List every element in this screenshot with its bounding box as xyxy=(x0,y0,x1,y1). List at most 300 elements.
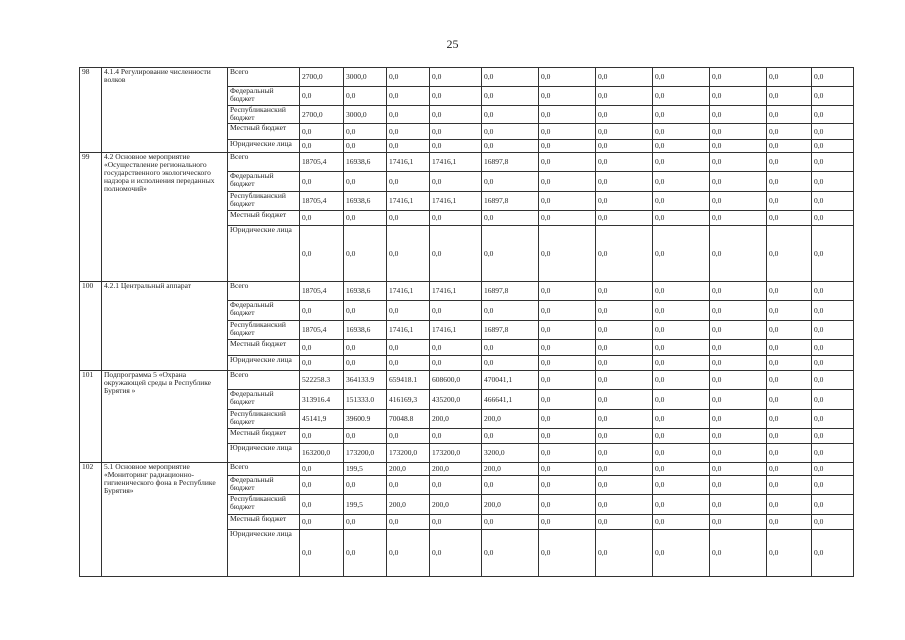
amount-cell: 163200,0 xyxy=(300,444,344,463)
amount-cell: 17416,1 xyxy=(387,282,430,301)
amount-cell: 0,0 xyxy=(539,211,596,226)
amount-cell: 0,0 xyxy=(344,301,387,321)
amount-cell: 0,0 xyxy=(596,495,653,515)
amount-cell: 0,0 xyxy=(710,444,767,463)
amount-cell: 16938,6 xyxy=(344,321,387,340)
amount-cell: 17416,1 xyxy=(430,321,482,340)
amount-cell: 0,0 xyxy=(767,495,812,515)
amount-cell: 0,0 xyxy=(596,140,653,153)
amount-cell: 0,0 xyxy=(539,463,596,476)
amount-cell: 0,0 xyxy=(344,226,387,282)
amount-cell: 0,0 xyxy=(596,463,653,476)
amount-cell: 0,0 xyxy=(539,226,596,282)
amount-cell: 0,0 xyxy=(767,68,812,87)
funding-source: Всего xyxy=(228,463,300,476)
funding-source: Юридические лица xyxy=(228,226,300,282)
amount-cell: 18705,4 xyxy=(300,282,344,301)
amount-cell: 0,0 xyxy=(653,340,710,356)
amount-cell: 0,0 xyxy=(344,340,387,356)
funding-source: Местный бюджет xyxy=(228,211,300,226)
amount-cell: 0,0 xyxy=(430,68,482,87)
amount-cell: 17416,1 xyxy=(430,282,482,301)
amount-cell: 0,0 xyxy=(710,301,767,321)
amount-cell: 200,0 xyxy=(482,495,539,515)
amount-cell: 17416,1 xyxy=(387,153,430,172)
amount-cell: 0,0 xyxy=(710,495,767,515)
amount-cell: 0,0 xyxy=(539,371,596,390)
amount-cell: 0,0 xyxy=(539,340,596,356)
amount-cell: 0,0 xyxy=(430,476,482,495)
amount-cell: 0,0 xyxy=(344,530,387,577)
amount-cell: 0,0 xyxy=(812,340,854,356)
amount-cell: 0,0 xyxy=(300,340,344,356)
amount-cell: 16897,8 xyxy=(482,153,539,172)
amount-cell: 0,0 xyxy=(387,301,430,321)
amount-cell: 0,0 xyxy=(596,226,653,282)
amount-cell: 17416,1 xyxy=(387,321,430,340)
page-number: 25 xyxy=(446,37,459,51)
amount-cell: 0,0 xyxy=(767,476,812,495)
amount-cell: 0,0 xyxy=(300,124,344,140)
amount-cell: 0,0 xyxy=(430,211,482,226)
amount-cell: 0,0 xyxy=(344,515,387,530)
amount-cell: 0,0 xyxy=(539,321,596,340)
amount-cell: 0,0 xyxy=(710,463,767,476)
funding-source: Всего xyxy=(228,371,300,390)
amount-cell: 0,0 xyxy=(539,429,596,444)
amount-cell: 0,0 xyxy=(539,390,596,410)
amount-cell: 0,0 xyxy=(300,356,344,371)
amount-cell: 313916.4 xyxy=(300,390,344,410)
amount-cell: 0,0 xyxy=(344,124,387,140)
amount-cell: 0,0 xyxy=(539,301,596,321)
amount-cell: 16897,8 xyxy=(482,192,539,211)
amount-cell: 173200,0 xyxy=(430,444,482,463)
amount-cell: 0,0 xyxy=(539,140,596,153)
amount-cell: 0,0 xyxy=(812,444,854,463)
amount-cell: 0,0 xyxy=(710,476,767,495)
amount-cell: 0,0 xyxy=(710,124,767,140)
amount-cell: 200,0 xyxy=(387,495,430,515)
amount-cell: 0,0 xyxy=(710,68,767,87)
amount-cell: 0,0 xyxy=(430,301,482,321)
amount-cell: 0,0 xyxy=(767,340,812,356)
amount-cell: 0,0 xyxy=(482,68,539,87)
amount-cell: 608600,0 xyxy=(430,371,482,390)
amount-cell: 0,0 xyxy=(482,226,539,282)
table-row xyxy=(80,68,854,87)
amount-cell: 0,0 xyxy=(767,301,812,321)
funding-source: Федеральный бюджет xyxy=(228,476,300,495)
amount-cell: 0,0 xyxy=(767,410,812,429)
amount-cell: 0,0 xyxy=(430,106,482,124)
amount-cell: 0,0 xyxy=(430,530,482,577)
amount-cell: 0,0 xyxy=(710,340,767,356)
funding-source: Республиканский бюджет xyxy=(228,106,300,124)
amount-cell: 0,0 xyxy=(767,429,812,444)
funding-source: Всего xyxy=(228,282,300,301)
amount-cell: 0,0 xyxy=(710,106,767,124)
amount-cell: 0,0 xyxy=(344,356,387,371)
amount-cell: 0,0 xyxy=(300,211,344,226)
amount-cell: 0,0 xyxy=(710,390,767,410)
funding-source: Местный бюджет xyxy=(228,515,300,530)
table-row xyxy=(80,371,854,390)
amount-cell: 0,0 xyxy=(344,87,387,106)
amount-cell: 364133.9 xyxy=(344,371,387,390)
amount-cell: 0,0 xyxy=(653,282,710,301)
amount-cell: 0,0 xyxy=(539,192,596,211)
amount-cell: 17416,1 xyxy=(430,192,482,211)
amount-cell: 0,0 xyxy=(710,192,767,211)
amount-cell: 0,0 xyxy=(653,301,710,321)
amount-cell: 0,0 xyxy=(596,321,653,340)
amount-cell: 0,0 xyxy=(767,106,812,124)
amount-cell: 0,0 xyxy=(653,140,710,153)
amount-cell: 0,0 xyxy=(812,153,854,172)
amount-cell: 0,0 xyxy=(539,476,596,495)
row-number: 98 xyxy=(80,68,102,153)
amount-cell: 435200,0 xyxy=(430,390,482,410)
amount-cell: 0,0 xyxy=(482,172,539,192)
amount-cell: 0,0 xyxy=(596,153,653,172)
amount-cell: 0,0 xyxy=(767,226,812,282)
amount-cell: 0,0 xyxy=(430,140,482,153)
amount-cell: 0,0 xyxy=(653,321,710,340)
amount-cell: 0,0 xyxy=(767,192,812,211)
amount-cell: 0,0 xyxy=(710,356,767,371)
amount-cell: 0,0 xyxy=(596,530,653,577)
amount-cell: 18705,4 xyxy=(300,321,344,340)
amount-cell: 0,0 xyxy=(767,153,812,172)
amount-cell: 0,0 xyxy=(387,226,430,282)
amount-cell: 0,0 xyxy=(812,429,854,444)
amount-cell: 0,0 xyxy=(653,476,710,495)
amount-cell: 0,0 xyxy=(430,226,482,282)
amount-cell: 0,0 xyxy=(482,140,539,153)
amount-cell: 0,0 xyxy=(767,444,812,463)
amount-cell: 173200,0 xyxy=(387,444,430,463)
amount-cell: 0,0 xyxy=(300,429,344,444)
amount-cell: 0,0 xyxy=(812,463,854,476)
amount-cell: 0,0 xyxy=(812,371,854,390)
amount-cell: 0,0 xyxy=(300,301,344,321)
amount-cell: 0,0 xyxy=(596,192,653,211)
amount-cell: 0,0 xyxy=(539,530,596,577)
amount-cell: 0,0 xyxy=(767,371,812,390)
amount-cell: 16938,6 xyxy=(344,282,387,301)
amount-cell: 0,0 xyxy=(653,124,710,140)
amount-cell: 0,0 xyxy=(539,68,596,87)
amount-cell: 0,0 xyxy=(482,429,539,444)
amount-cell: 0,0 xyxy=(596,390,653,410)
amount-cell: 0,0 xyxy=(482,124,539,140)
amount-cell: 0,0 xyxy=(653,106,710,124)
amount-cell: 2700,0 xyxy=(300,68,344,87)
amount-cell: 0,0 xyxy=(812,301,854,321)
table-row xyxy=(80,282,854,301)
amount-cell: 0,0 xyxy=(596,282,653,301)
amount-cell: 0,0 xyxy=(767,87,812,106)
amount-cell: 16897,8 xyxy=(482,282,539,301)
row-number: 101 xyxy=(80,371,102,463)
amount-cell: 0,0 xyxy=(430,515,482,530)
amount-cell: 3000,0 xyxy=(344,68,387,87)
amount-cell: 0,0 xyxy=(812,140,854,153)
amount-cell: 3000,0 xyxy=(344,106,387,124)
amount-cell: 466641,1 xyxy=(482,390,539,410)
amount-cell: 0,0 xyxy=(767,140,812,153)
amount-cell: 0,0 xyxy=(430,172,482,192)
amount-cell: 0,0 xyxy=(710,321,767,340)
amount-cell: 0,0 xyxy=(482,476,539,495)
amount-cell: 0,0 xyxy=(812,192,854,211)
amount-cell: 0,0 xyxy=(653,530,710,577)
funding-source: Федеральный бюджет xyxy=(228,390,300,410)
amount-cell: 0,0 xyxy=(344,476,387,495)
amount-cell: 199,5 xyxy=(344,463,387,476)
amount-cell: 0,0 xyxy=(596,356,653,371)
amount-cell: 0,0 xyxy=(596,172,653,192)
amount-cell: 0,0 xyxy=(596,301,653,321)
row-number: 99 xyxy=(80,153,102,282)
funding-source: Юридические лица xyxy=(228,530,300,577)
amount-cell: 0,0 xyxy=(539,87,596,106)
amount-cell: 522258.3 xyxy=(300,371,344,390)
amount-cell: 0,0 xyxy=(387,476,430,495)
funding-source: Юридические лица xyxy=(228,444,300,463)
amount-cell: 0,0 xyxy=(653,371,710,390)
amount-cell: 16938,6 xyxy=(344,153,387,172)
funding-source: Республиканский бюджет xyxy=(228,321,300,340)
amount-cell: 0,0 xyxy=(710,226,767,282)
amount-cell: 0,0 xyxy=(430,429,482,444)
amount-cell: 200,0 xyxy=(387,463,430,476)
amount-cell: 200,0 xyxy=(430,463,482,476)
row-number: 100 xyxy=(80,282,102,371)
amount-cell: 0,0 xyxy=(387,68,430,87)
amount-cell: 0,0 xyxy=(767,172,812,192)
amount-cell: 200,0 xyxy=(482,410,539,429)
amount-cell: 0,0 xyxy=(812,321,854,340)
amount-cell: 0,0 xyxy=(767,124,812,140)
amount-cell: 0,0 xyxy=(596,87,653,106)
amount-cell: 0,0 xyxy=(767,211,812,226)
amount-cell: 0,0 xyxy=(596,340,653,356)
activity-name: 4.1.4 Регулирование численности волков xyxy=(102,68,228,153)
amount-cell: 151333.0 xyxy=(344,390,387,410)
funding-source: Республиканский бюджет xyxy=(228,192,300,211)
amount-cell: 0,0 xyxy=(539,410,596,429)
amount-cell: 0,0 xyxy=(653,87,710,106)
amount-cell: 0,0 xyxy=(812,124,854,140)
amount-cell: 0,0 xyxy=(539,444,596,463)
amount-cell: 0,0 xyxy=(344,211,387,226)
amount-cell: 0,0 xyxy=(387,106,430,124)
amount-cell: 0,0 xyxy=(812,476,854,495)
activity-name: Подпрограмма 5 «Охрана окружающей среды в Республике Бурятия » xyxy=(102,371,228,463)
amount-cell: 470041,1 xyxy=(482,371,539,390)
amount-cell: 0,0 xyxy=(767,321,812,340)
activity-name: 4.2.1 Центральный аппарат xyxy=(102,282,228,371)
amount-cell: 0,0 xyxy=(596,124,653,140)
amount-cell: 16897,8 xyxy=(482,321,539,340)
amount-cell: 0,0 xyxy=(596,106,653,124)
amount-cell: 199,5 xyxy=(344,495,387,515)
funding-source: Республиканский бюджет xyxy=(228,410,300,429)
amount-cell: 0,0 xyxy=(300,140,344,153)
amount-cell: 0,0 xyxy=(767,282,812,301)
funding-source: Всего xyxy=(228,68,300,87)
amount-cell: 0,0 xyxy=(596,371,653,390)
amount-cell: 0,0 xyxy=(300,495,344,515)
amount-cell: 0,0 xyxy=(653,356,710,371)
amount-cell: 416169,3 xyxy=(387,390,430,410)
amount-cell: 0,0 xyxy=(653,444,710,463)
amount-cell: 0,0 xyxy=(387,515,430,530)
activity-name: 5.1 Основное мероприятие «Мониторинг радиационно-гигиенического фона в Республике Бурятия» xyxy=(102,463,228,577)
funding-source: Федеральный бюджет xyxy=(228,172,300,192)
amount-cell: 0,0 xyxy=(387,172,430,192)
amount-cell: 2700,0 xyxy=(300,106,344,124)
amount-cell: 0,0 xyxy=(710,282,767,301)
amount-cell: 0,0 xyxy=(300,226,344,282)
amount-cell: 17416,1 xyxy=(430,153,482,172)
amount-cell: 0,0 xyxy=(767,515,812,530)
amount-cell: 0,0 xyxy=(300,172,344,192)
amount-cell: 0,0 xyxy=(767,530,812,577)
amount-cell: 0,0 xyxy=(812,87,854,106)
row-number: 102 xyxy=(80,463,102,577)
amount-cell: 0,0 xyxy=(430,340,482,356)
amount-cell: 0,0 xyxy=(430,356,482,371)
amount-cell: 200,0 xyxy=(430,495,482,515)
amount-cell: 0,0 xyxy=(653,463,710,476)
funding-source: Местный бюджет xyxy=(228,429,300,444)
amount-cell: 0,0 xyxy=(482,340,539,356)
funding-source: Местный бюджет xyxy=(228,124,300,140)
funding-source: Юридические лица xyxy=(228,356,300,371)
amount-cell: 0,0 xyxy=(812,356,854,371)
funding-source: Местный бюджет xyxy=(228,340,300,356)
amount-cell: 0,0 xyxy=(653,211,710,226)
amount-cell: 0,0 xyxy=(812,282,854,301)
amount-cell: 39600.9 xyxy=(344,410,387,429)
amount-cell: 0,0 xyxy=(710,371,767,390)
amount-cell: 0,0 xyxy=(812,68,854,87)
amount-cell: 0,0 xyxy=(482,301,539,321)
amount-cell: 173200,0 xyxy=(344,444,387,463)
amount-cell: 0,0 xyxy=(812,530,854,577)
amount-cell: 0,0 xyxy=(653,226,710,282)
amount-cell: 0,0 xyxy=(653,495,710,515)
amount-cell: 0,0 xyxy=(300,87,344,106)
amount-cell: 0,0 xyxy=(387,530,430,577)
amount-cell: 0,0 xyxy=(710,515,767,530)
budget-table xyxy=(79,67,854,577)
amount-cell: 0,0 xyxy=(812,172,854,192)
table-row xyxy=(80,463,854,476)
amount-cell: 0,0 xyxy=(596,515,653,530)
amount-cell: 0,0 xyxy=(653,429,710,444)
amount-cell: 0,0 xyxy=(430,124,482,140)
amount-cell: 0,0 xyxy=(539,124,596,140)
amount-cell: 0,0 xyxy=(812,211,854,226)
amount-cell: 0,0 xyxy=(482,356,539,371)
amount-cell: 0,0 xyxy=(653,68,710,87)
amount-cell: 0,0 xyxy=(710,410,767,429)
amount-cell: 18705,4 xyxy=(300,153,344,172)
amount-cell: 0,0 xyxy=(710,211,767,226)
amount-cell: 0,0 xyxy=(387,340,430,356)
amount-cell: 0,0 xyxy=(653,410,710,429)
amount-cell: 0,0 xyxy=(653,192,710,211)
amount-cell: 0,0 xyxy=(596,410,653,429)
amount-cell: 0,0 xyxy=(767,356,812,371)
amount-cell: 0,0 xyxy=(300,515,344,530)
amount-cell: 0,0 xyxy=(344,140,387,153)
amount-cell: 0,0 xyxy=(539,515,596,530)
amount-cell: 0,0 xyxy=(539,495,596,515)
amount-cell: 0,0 xyxy=(482,530,539,577)
amount-cell: 0,0 xyxy=(812,226,854,282)
amount-cell: 0,0 xyxy=(482,87,539,106)
amount-cell: 0,0 xyxy=(710,153,767,172)
amount-cell: 0,0 xyxy=(767,390,812,410)
funding-source: Федеральный бюджет xyxy=(228,301,300,321)
amount-cell: 0,0 xyxy=(387,429,430,444)
activity-name: 4.2 Основное мероприятие «Осуществление регионального государственного экологического надзора и исполнения переданных полномочий» xyxy=(102,153,228,282)
amount-cell: 0,0 xyxy=(653,515,710,530)
amount-cell: 16938,6 xyxy=(344,192,387,211)
amount-cell: 0,0 xyxy=(596,476,653,495)
amount-cell: 0,0 xyxy=(653,390,710,410)
amount-cell: 18705,4 xyxy=(300,192,344,211)
amount-cell: 0,0 xyxy=(539,106,596,124)
amount-cell: 0,0 xyxy=(710,140,767,153)
funding-source: Федеральный бюджет xyxy=(228,87,300,106)
amount-cell: 0,0 xyxy=(596,444,653,463)
amount-cell: 0,0 xyxy=(300,530,344,577)
amount-cell: 0,0 xyxy=(539,153,596,172)
amount-cell: 0,0 xyxy=(482,106,539,124)
amount-cell: 0,0 xyxy=(539,356,596,371)
amount-cell: 0,0 xyxy=(387,211,430,226)
amount-cell: 0,0 xyxy=(344,429,387,444)
amount-cell: 0,0 xyxy=(812,390,854,410)
amount-cell: 70048.8 xyxy=(387,410,430,429)
amount-cell: 0,0 xyxy=(344,172,387,192)
amount-cell: 0,0 xyxy=(710,530,767,577)
amount-cell: 0,0 xyxy=(710,172,767,192)
amount-cell: 0,0 xyxy=(387,87,430,106)
amount-cell: 0,0 xyxy=(387,124,430,140)
amount-cell: 17416,1 xyxy=(387,192,430,211)
funding-source: Юридические лица xyxy=(228,140,300,153)
amount-cell: 200,0 xyxy=(430,410,482,429)
amount-cell: 45141,9 xyxy=(300,410,344,429)
funding-source: Республиканский бюджет xyxy=(228,495,300,515)
amount-cell: 0,0 xyxy=(300,476,344,495)
funding-source: Всего xyxy=(228,153,300,172)
amount-cell: 0,0 xyxy=(300,463,344,476)
table-row xyxy=(80,153,854,172)
amount-cell: 0,0 xyxy=(387,356,430,371)
amount-cell: 0,0 xyxy=(653,153,710,172)
amount-cell: 0,0 xyxy=(812,515,854,530)
amount-cell: 0,0 xyxy=(710,87,767,106)
amount-cell: 0,0 xyxy=(430,87,482,106)
